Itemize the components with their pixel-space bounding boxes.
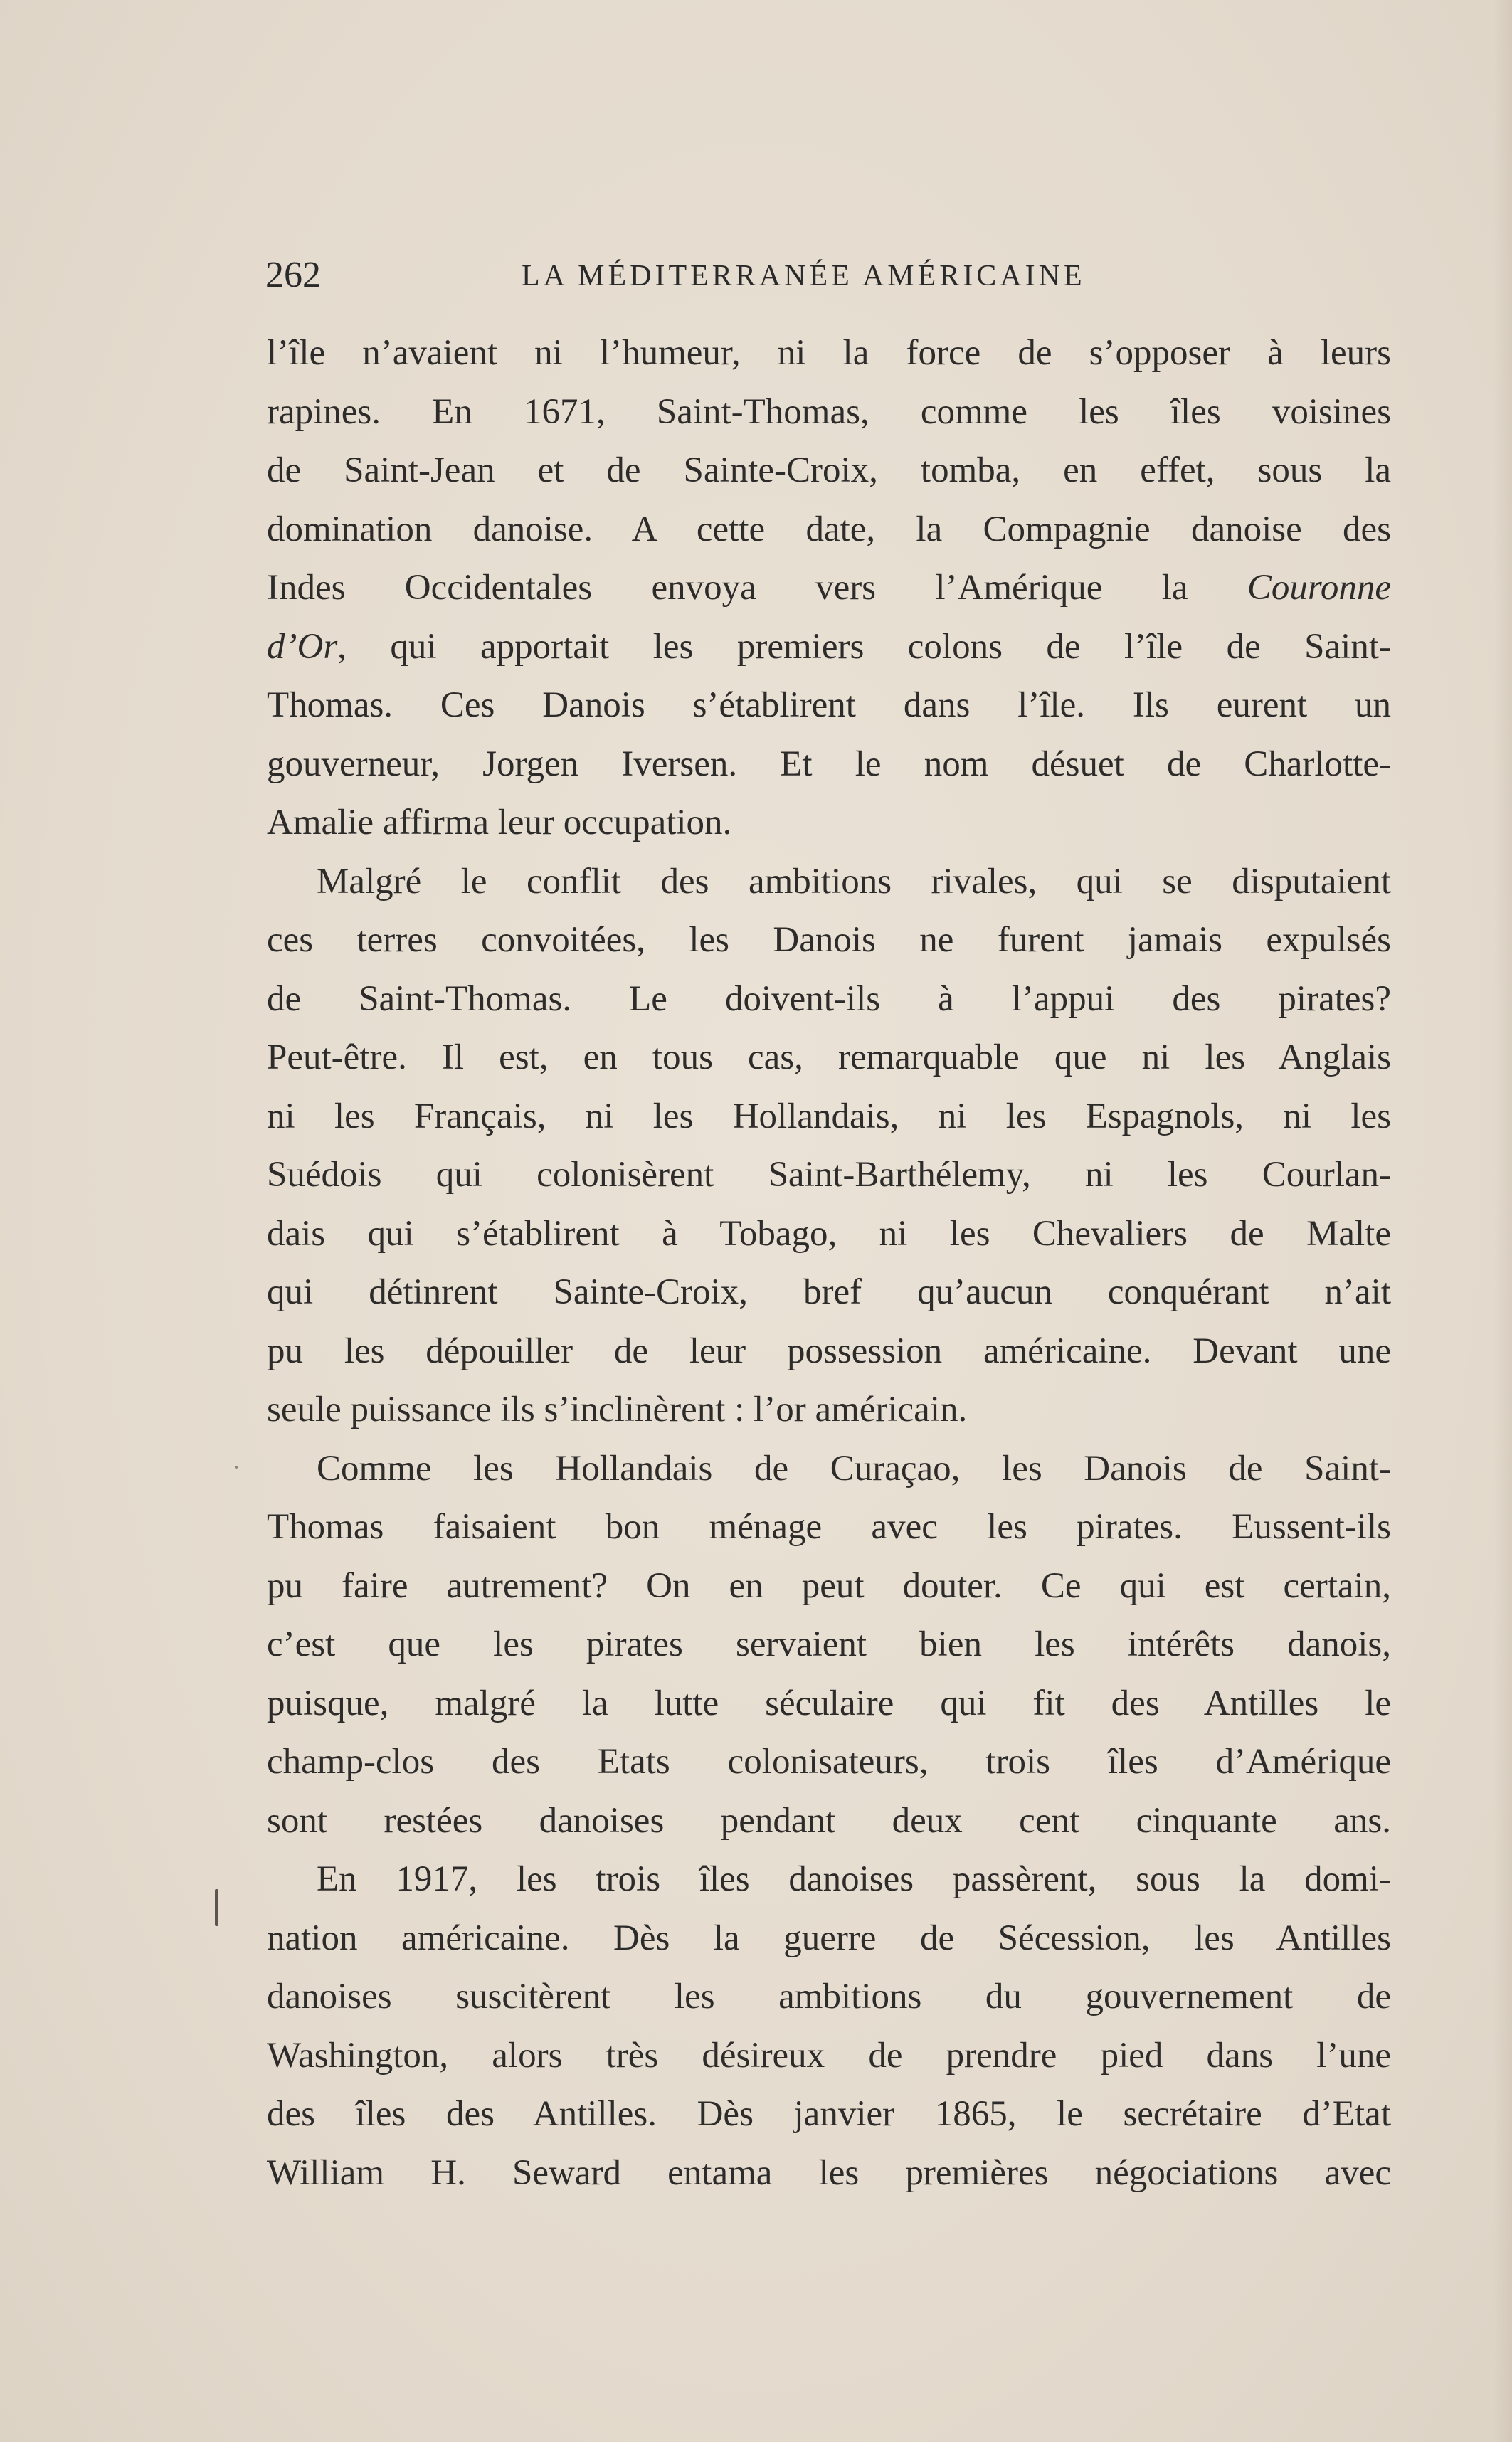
text-line: de Saint-Thomas. Le doivent-ils à l’appui des pirates?: [267, 978, 1391, 1019]
ship-name: Couronne: [1247, 568, 1391, 608]
text-line: champ-clos des Etats colonisateurs, trois îles d’Amérique: [267, 1742, 1391, 1782]
page-header: [265, 250, 1390, 300]
text-line: William H. Seward entama les premières négociations avec: [267, 2152, 1391, 2193]
text-line: gouverneur, Jorgen Iversen. Et le nom désuet de Charlotte-: [267, 744, 1391, 784]
text-line: Indes Occidentales envoya vers l’Amérique la Couronne: [267, 568, 1391, 608]
text-line: l’île n’avaient ni l’humeur, ni la force de s’opposer à leurs: [267, 333, 1391, 373]
text-line: des îles des Antilles. Dès janvier 1865, le secrétaire d’Etat: [267, 2094, 1391, 2134]
margin-mark: [215, 1889, 218, 1926]
text-line: Comme les Hollandais de Curaçao, les Danois de Saint-: [317, 1448, 1391, 1489]
margin-dot: [235, 1466, 238, 1469]
text-line: Amalie affirma leur occupation.: [267, 803, 732, 842]
text-line: rapines. En 1671, Saint-Thomas, comme les îles voisines: [267, 391, 1391, 432]
text-line: Suédois qui colonisèrent Saint-Barthélemy, ni les Courlan-: [267, 1155, 1391, 1195]
text-line: nation américaine. Dès la guerre de Sécession, les Antilles: [267, 1918, 1391, 1958]
page-edge-shadow: [1494, 0, 1512, 2442]
text-line: puisque, malgré la lutte séculaire qui fit des Antilles le: [267, 1683, 1391, 1723]
text-line: pu les dépouiller de leur possession américaine. Devant une: [267, 1331, 1391, 1371]
text-line: En 1917, les trois îles danoises passèrent, sous la domi-: [317, 1859, 1391, 1899]
text-line: Malgré le conflit des ambitions rivales, qui se disputaient: [317, 861, 1391, 902]
text-line: c’est que les pirates servaient bien les intérêts danois,: [267, 1624, 1391, 1664]
text-line: danoises suscitèrent les ambitions du gouvernement de: [267, 1977, 1391, 2016]
text-line: sont restées danoises pendant deux cent cinquante ans.: [267, 1800, 1391, 1841]
text-line: pu faire autrement? On en peut douter. Ce qui est certain,: [267, 1565, 1391, 1606]
text-line: Thomas faisaient bon ménage avec les pirates. Eussent-ils: [267, 1507, 1391, 1547]
text-line: Washington, alors très désireux de prendre pied dans l’une: [267, 2035, 1391, 2076]
text-line: qui détinrent Sainte-Croix, bref qu’aucun conquérant n’ait: [267, 1272, 1391, 1312]
text-line: Thomas. Ces Danois s’établirent dans l’île. Ils eurent un: [267, 685, 1391, 725]
text-line: d’Or, qui apportait les premiers colons de l’île de Saint-: [267, 626, 1391, 667]
running-title: LA MÉDITERRANÉE AMÉRICAINE: [522, 260, 1086, 292]
body-text: [267, 324, 1391, 2202]
page-number: 262: [265, 255, 321, 295]
text-line: seule puissance ils s’inclinèrent : l’or américain.: [267, 1390, 968, 1429]
text-line: ni les Français, ni les Hollandais, ni les Espagnols, ni les: [267, 1096, 1391, 1136]
text-line: de Saint-Jean et de Sainte-Croix, tomba, en effet, sous la: [267, 450, 1391, 490]
text-line: dais qui s’établirent à Tobago, ni les Chevaliers de Malte: [267, 1213, 1391, 1254]
ship-name: d’Or: [267, 626, 338, 667]
text-line: Peut-être. Il est, en tous cas, remarquable que ni les Anglais: [267, 1037, 1391, 1077]
text-line: ces terres convoitées, les Danois ne furent jamais expulsés: [267, 920, 1391, 960]
text-line: domination danoise. A cette date, la Compagnie danoise des: [267, 509, 1391, 549]
